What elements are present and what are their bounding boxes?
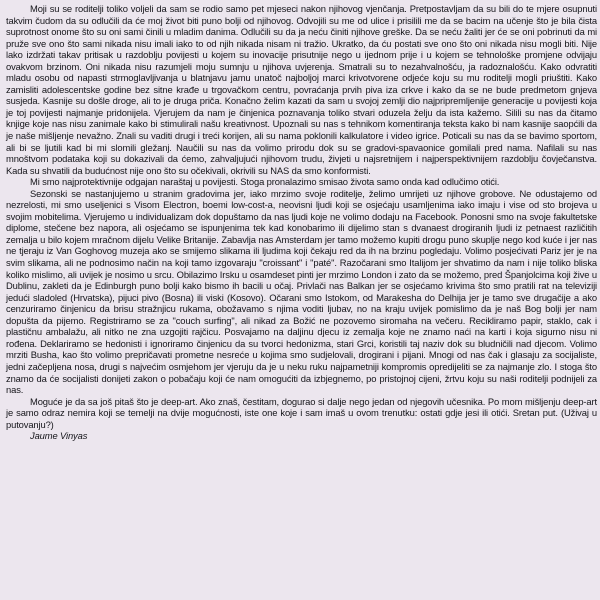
paragraph-1: Moji su se roditelji toliko voljeli da sam se rodio samo pet mjeseci nakon njihovog vjenčanja. Pretpostavljam da su bili do te mjere osupnuti takvim čudom da su odlučili da će moj život biti puno bolji od njihovog. Odvojili su me od ulice i prisilili me da se bacim na učenje što je bila čista suprotnost onome što su oni sami činili u mladim danima. Odlučili su da ja neću činiti njihove greške. Da se neću žaliti jer će se oni pobrinuti da mi pruže sve ono što sami nikada nisu imali iako to od njih nikada nisam ni tražio. Ukratko, da ću postati sve ono što oni nikada nisu mogli biti. Nije lako izdržati takav pritisak u razdoblju povijesti u kojem su inovacije prisutnije nego u ijednom prije i u kojem se tehnološke promjene odvijaju ovakvom brzinom. Oni nikada nisu razumjeli moju sumnju u njihova uvjerenja. Smatrali su to nezahvalnošću, ja radoznalošću. Kako odvratiti mladu osobu od napasti strmoglavljivanja u blatnjavu jamu unatoč najboljoj marci krivotvorene odjeće koju su mu roditelji mogli priuštiti. Kako zamisliti adolescentske godine bez sitne krađe u trgovačkom centru, povraćanja prvih piva iza crkve i kako da se ne bude predmetom gnjeva susjeda. Kasnije su došle droge, ali to je druga priča. Konačno želim kazati da sam u svojoj zemlji dio najpripremljenije generacije u povijesti koja je toj povijesti najmanje pridonijela. Vjerujem da nam je činjenica poznavanja toliko stvari oduzela želju da ista kažemo. Silili su nas da čitamo knjige koje nas nisu zanimale kako bi stimulirali našu kreativnost. Upoznali su nas s tehnikom komentiranja teksta kako bi nam kasnije saopćili da je naše mišljenje nevažno. Znali su vaditi drugi i treći korijen, ali su nama poklonili kalkulatore i video igrice. Poticali su nas da se bavimo sportom, ali bi se ljutili kad bi mi slomili gležanj. Naučili su nas da volimo prirodu dok su se gradovi-spavaonice gomilali pred nama. Nafilali su nas mnoštvom podataka koji su dokazivali da ćemo, zahvaljujući njihovom trudu, živjeti u najsretnijem i najperspektivnijem razdoblju čovječanstva. Kada su shvatili da budućnost nije ono što su očekivali, okrivili su NAS da smo konformisti. — [6, 3, 597, 176]
paragraph-3: Sezonski se nastanjujemo u stranim gradovima jer, iako mrzimo svoje roditelje, želimo umrijeti uz njihove grobove. Ne odustajemo od nezrelosti, mi smo useljenici s Visom Electron, boemi low-cost-a, neovisni ljudi koji se osjećaju usamljenima iako imaju i vise od sto brojeva u svojim mobitelima. Vjerujemo u individualizam dok dopuštamo da nas ljudi koje ne volimo dodaju na Facebook. Ponosni smo na svoje fakultetske diplome, stečene bez napora, ali osjećamo se ispunjenima tek kad konobarimo ili dijelimo stan s dvanaest drogiranih ljudi iz petnaest različitih zemalja u bilo kojem mračnom dijelu Velike Britanije. Zabavlja nas Amsterdam jer tamo možemo kupiti drogu puno skuplje nego kod kuće i jer nas ne tjeraju iz Van Goghovog muzeja ako se smijemo slikama ili ljudima koji čekaju red da ih na brzinu pogledaju. Volimo posjećivati Pariz jer je na svim slikama, ali ne podnosimo način na koji tamo izgovaraju "croissant" i "paté". Razočarani smo Italijom jer shvatimo da nam i nije toliko bliska koliko mislimo, ali uvijek je nosimo u srcu. Obilazimo Irsku u osamdeset pinti jer mrzimo London i zato da se možemo, pred Španjolcima koji žive u Dublinu, zakleti da je Edinburgh puno bolji kako bismo ih bacili u očaj. Privlači nas Balkan jer se osjećamo krivima što smo pratili rat na televiziji jedući sladoled (Hrvatska), pijuci pivo (Bosna) ili viski (Kosovo). Očarani smo Istokom, od Marakesha do Delhija jer je tamo sve drugačije a ako cenzuriramo činjenicu da brisu stražnjicu rukama, obožavamo s njima voditi ljubav, no na kraju uvijek pomislimo da je naš Bog bolji jer nam dopušta da pijemo. Registriramo se za "couch surfing", ali nikad za Božić ne pozovemo siromaha na večeru. Recikliramo papir, staklo, cak i plastičnu ambalažu, ali nitko ne zna uzgojiti rajčicu. Posvajamo na daljinu djecu iz zemalja koje ne znamo naći na karti i koja sigurno nisu ni rođena. Deklariramo se hedonisti i ignoriramo činjenicu da su tvorci hedonizma, stari Grci, koristili taj naziv dok su bludničili nad djecom. Volimo mrziti Busha, kao što volimo prepričavati prometne nesreće u kojima smo sudjelovali, drogirani i pijani. Mnogi od nas čak i glasaju za socijaliste, jedni začepljena nosa, drugi s najvećim osmjehom jer vjeruju da je u neku ruku najpametniji kompromis opredijeliti se za najmanje zlo. I stoga što znamo da će socijalisti donijeti zakon o pobačaju koji će nam omogućiti da izbjegnemo, po pristojnoj cijeni, žrtvu koju su naši roditelji podnijeli za nas. — [6, 187, 597, 396]
paragraph-2: Mi smo najprotektivnije odgajan naraštaj u povijesti. Stoga pronalazimo smisao života samo onda kad odlučimo otići. — [30, 176, 500, 188]
author-signature: Jaume Vinyas — [30, 430, 88, 442]
paragraph-4: Moguće je da sa još pitaš što je deep-art. Ako znaš, čestitam, dogurao si dalje nego jedan od njegovih učesnika. Po mom mišljenju deep-art je samo odraz nemira koji se temelji na dvije mogućnosti, iste one koje i sam imaš u ovom trenutku: ostati gdje jesi ili otići. Sretan put. (Uživaj u putovanju?) — [6, 395, 597, 430]
